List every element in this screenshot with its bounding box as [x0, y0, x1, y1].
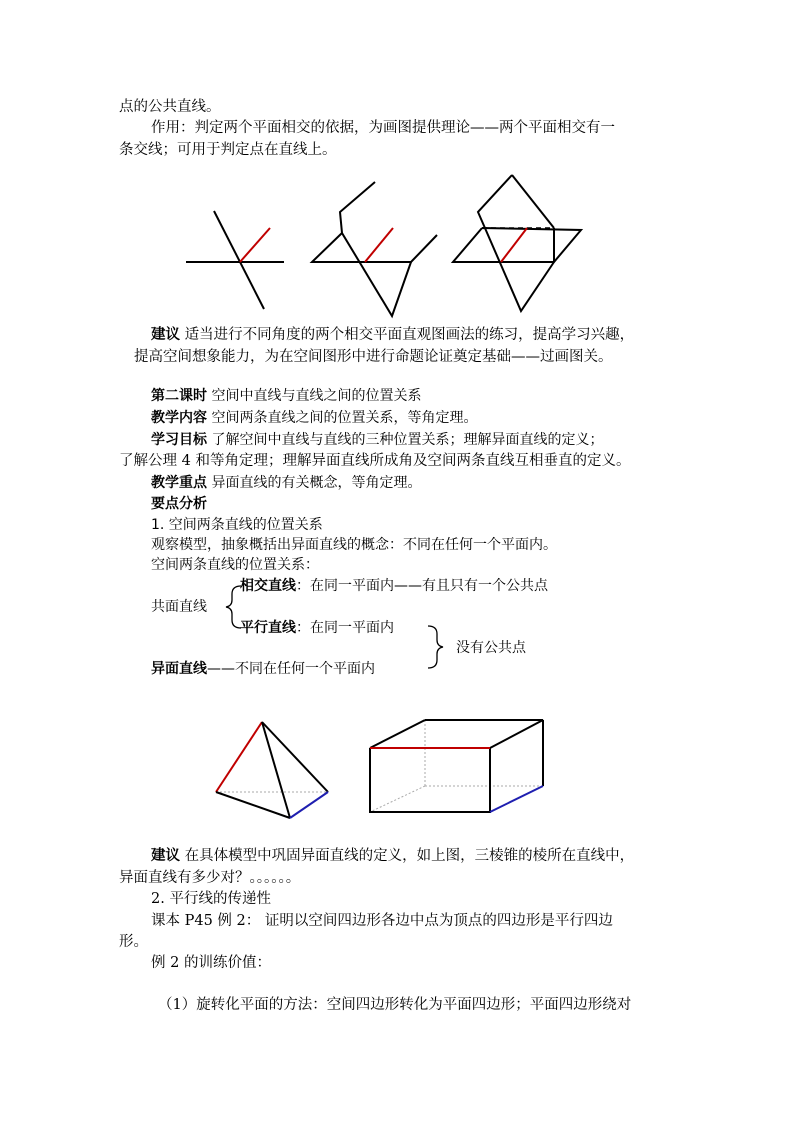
- skew-label: 异面直线: [151, 661, 207, 677]
- intersect-body: ：在同一平面内——有且只有一个公共点: [296, 578, 548, 594]
- line-2: 作用：判定两个平面相交的依据，为画图提供理论——两个平面相交有一: [151, 120, 615, 136]
- goal-label: 学习目标: [151, 432, 207, 448]
- lesson-body: 空间中直线与直线之间的位置关系: [207, 388, 422, 404]
- suggestion-2-label: 建议: [151, 847, 180, 864]
- line-3: 条交线；可用于判定点在直线上。: [119, 142, 337, 158]
- learning-goals-cont: 了解公理 4 和等角定理；理解异面直线所成角及空间两条直线互相垂直的定义。: [119, 453, 631, 469]
- relations-text: 空间两条直线的位置关系：: [151, 557, 319, 573]
- tetrahedron: [216, 722, 328, 818]
- content-body: 空间两条直线之间的位置关系，等角定理。: [207, 410, 478, 426]
- line-1: 点的公共直线。: [119, 99, 221, 115]
- suggestion-label: 建议: [151, 326, 180, 343]
- example-text-cont: 形。: [119, 934, 148, 950]
- suggestion-2-cont: 异面直线有多少对？。。。。。。: [119, 870, 301, 886]
- suggestion-2-body: 在具体模型中巩固异面直线的定义，如上图，三棱锥的棱所在直线中，: [180, 848, 635, 864]
- coplanar-label: 共面直线: [151, 599, 207, 615]
- suggestion-2: [151, 846, 634, 866]
- cuboid: [370, 720, 543, 812]
- section-1-heading: 1. 空间两条直线的位置关系: [151, 517, 323, 533]
- goal-body: 了解空间中直线与直线的三种位置关系；理解异面直线的定义；: [207, 432, 604, 448]
- observe-text: 观察模型，抽象概括出异面直线的概念：不同在任何一个平面内。: [151, 537, 557, 553]
- suggestion-1-cont: 提高空间想象能力，为在空间图形中进行命题论证奠定基础——过画图关。: [134, 349, 613, 365]
- analysis-heading: 要点分析: [151, 496, 207, 512]
- key-body: 异面直线的有关概念，等角定理。: [207, 475, 422, 491]
- intersect-label: 相交直线: [240, 578, 296, 594]
- lesson-label: 第二课时: [151, 388, 207, 404]
- skew-body: ——不同在任何一个平面内: [207, 661, 375, 677]
- content-label: 教学内容: [151, 410, 207, 426]
- no-common-point: 没有公共点: [456, 640, 526, 656]
- section-2-heading: 2. 平行线的传递性: [151, 891, 271, 907]
- example-text: 课本 P45 例 2： 证明以空间四边形各边中点为顶点的四边形是平行四边: [151, 913, 613, 929]
- parallel-body: ：在同一平面内: [296, 620, 394, 636]
- parallel-label: 平行直线: [240, 620, 296, 636]
- key-label: 教学重点: [151, 475, 207, 491]
- training-value: 例 2 的训练价值：: [151, 955, 271, 971]
- suggestion-body: 适当进行不同角度的两个相交平面直观图画法的练习，提高学习兴趣，: [180, 327, 635, 343]
- method-text: （1）旋转化平面的方法：空间四边形转化为平面四边形；平面四边形绕对: [158, 997, 632, 1013]
